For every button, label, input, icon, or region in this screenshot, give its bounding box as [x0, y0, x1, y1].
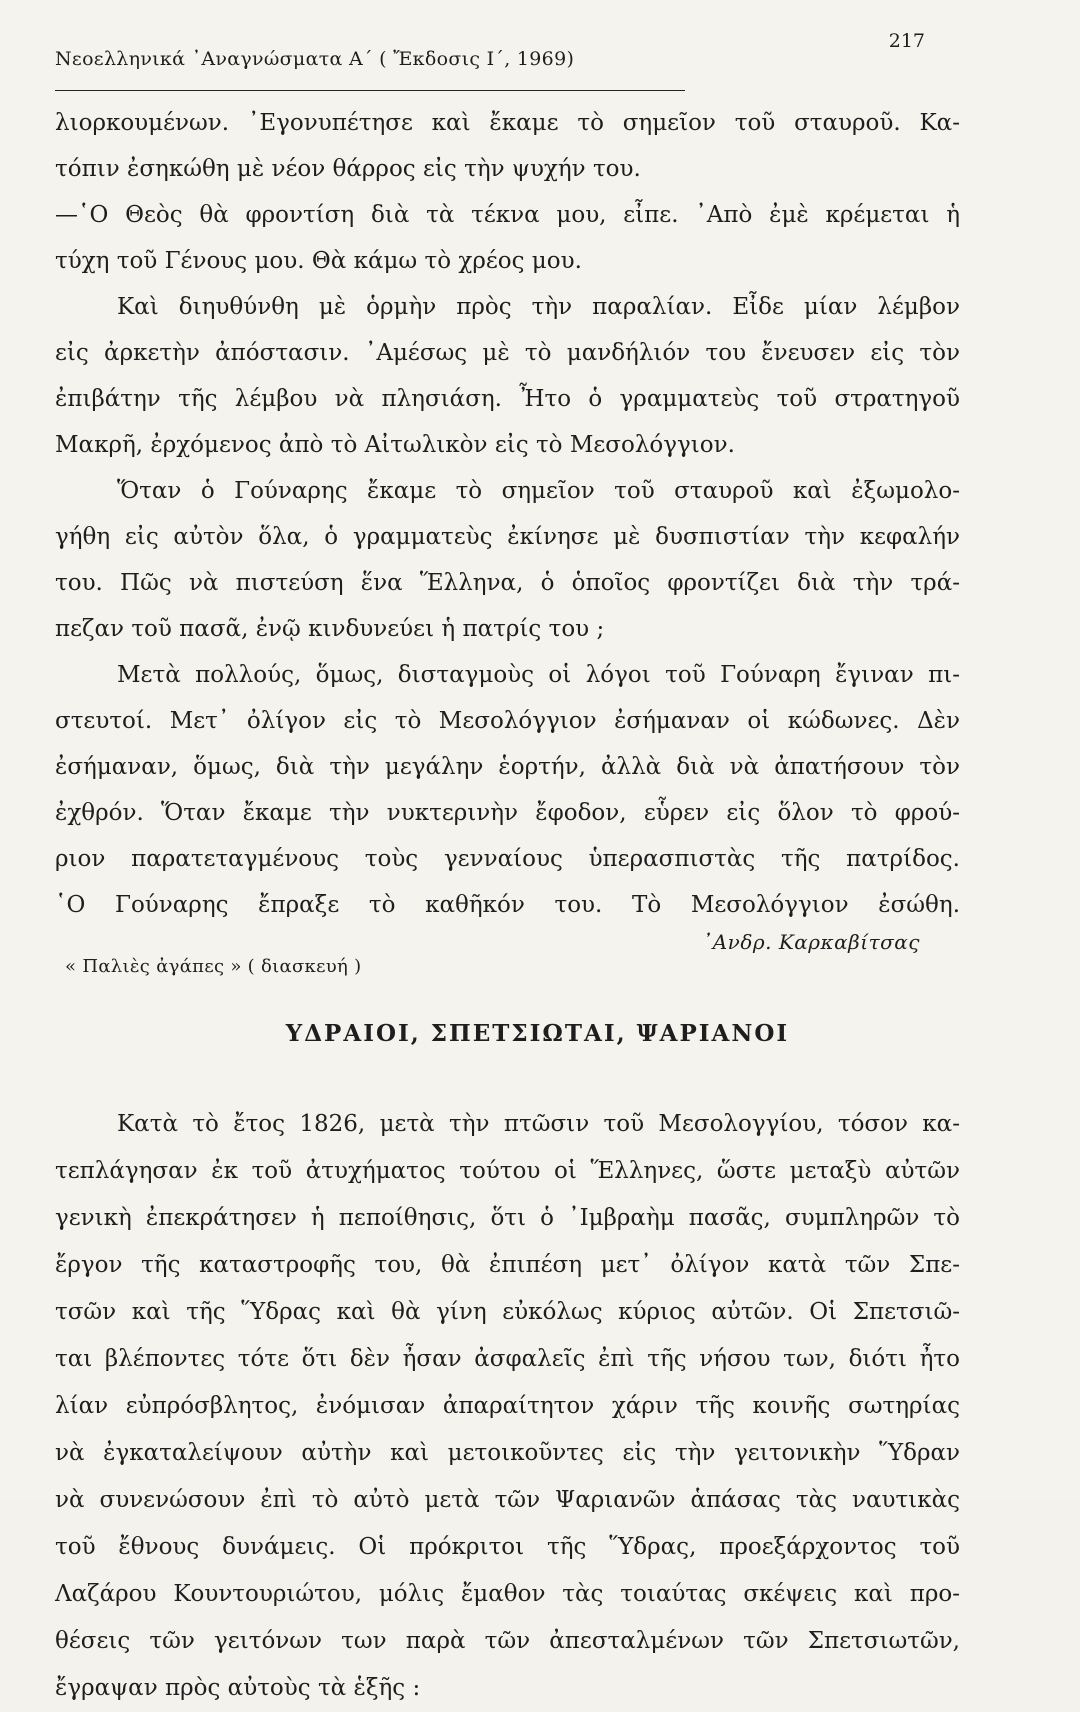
text-line: νὰ ἐγκαταλείψουν αὐτὴν καὶ μετοικοῦντες εἰς τὴν γειτονικὴν Ὕδραν [55, 1440, 960, 1466]
text-line: τσῶν καὶ τῆς Ὕδρας καὶ θὰ γίνη εὐκόλως κύριος αὐτῶν. Οἱ Σπετσιῶ- [55, 1299, 960, 1325]
page-body [55, 100, 960, 1712]
text-line: ἔργον τῆς καταστροφῆς του, θὰ ἐπιπέση μετ᾿ ὀλίγον κατὰ τῶν Σπε- [55, 1252, 960, 1278]
source-citation: « Παλιὲς ἀγάπες » ( διασκευή ) [65, 956, 362, 977]
text-line: Μετὰ πολλούς, ὅμως, δισταγμοὺς οἱ λόγοι τοῦ Γούναρη ἔγιναν πι- [117, 662, 960, 688]
text-line: λιορκουμένων. ᾿Εγονυπέτησε καὶ ἔκαμε τὸ σημεῖον τοῦ σταυροῦ. Κα- [55, 110, 960, 136]
page-header [55, 30, 925, 94]
attribution [55, 928, 960, 1000]
text-line: τοῦ ἔθνους δυνάμεις. Οἱ πρόκριτοι τῆς Ὕδρας, προεξάρχοντος τοῦ [55, 1534, 960, 1560]
section-title: ΥΔΡΑΙΟΙ, ΣΠΕΤΣΙΩΤΑΙ, ΨΑΡΙΑΝΟΙ [285, 1020, 790, 1047]
text-line: Μακρῆ, ἐρχόμενος ἀπὸ τὸ Αἰτωλικὸν εἰς τὸ Μεσολόγγιον. [55, 432, 735, 458]
text-line: ριον παρατεταγμένους τοὺς γενναίους ὑπερασπιστὰς τῆς πατρίδος. [55, 846, 960, 872]
text-line: Καὶ διηυθύνθη μὲ ὁρμὴν πρὸς τὴν παραλίαν. Εἶδε μίαν λέμβον [117, 294, 960, 320]
text-line: ἐπιβάτην τῆς λέμβου νὰ πλησιάση. Ἦτο ὁ γραμματεὺς τοῦ στρατηγοῦ [55, 386, 960, 412]
text-line: τεπλάγησαν ἐκ τοῦ ἀτυχήματος τούτου οἱ Ἕλληνες, ὥστε μεταξὺ αὐτῶν [55, 1158, 960, 1184]
text-line: Λαζάρου Κουντουριώτου, μόλις ἔμαθον τὰς τοιαύτας σκέψεις καὶ προ- [55, 1581, 960, 1607]
text-line: Κατὰ τὸ ἔτος 1826, μετὰ τὴν πτῶσιν τοῦ Μεσολογγίου, τόσον κα- [117, 1111, 960, 1137]
page-number: 217 [888, 30, 925, 52]
text-line: λίαν εὐπρόσβλητος, ἐνόμισαν ἀπαραίτητον χάριν τῆς κοινῆς σωτηρίας [55, 1393, 960, 1419]
text-line: γενικὴ ἐπεκράτησεν ἡ πεποίθησις, ὅτι ὁ ᾿Ιμβραὴμ πασᾶς, συμπληρῶν τὸ [55, 1205, 960, 1231]
text-line: ῾Ο Γούναρης ἔπραξε τὸ καθῆκόν του. Τὸ Μεσολόγγιον ἐσώθη. [55, 892, 960, 918]
text-line: —῾Ο Θεὸς θὰ φροντίση διὰ τὰ τέκνα μου, εἶπε. ᾿Απὸ ἐμὲ κρέμεται ἡ [55, 202, 960, 228]
author-name: ᾿Ανδρ. Καρκαβίτσας [702, 930, 920, 954]
text-line: νὰ συνενώσουν ἐπὶ τὸ αὐτὸ μετὰ τῶν Ψαριανῶν ἁπάσας τὰς ναυτικὰς [55, 1487, 960, 1513]
header-rule [55, 90, 685, 91]
text-line: εἰς ἀρκετὴν ἀπόστασιν. ᾿Αμέσως μὲ τὸ μανδήλιόν του ἔνευσεν εἰς τὸν [55, 340, 960, 366]
text-line: ται βλέποντες τότε ὅτι δὲν ἦσαν ἀσφαλεῖς ἐπὶ τῆς νήσου των, διότι ἦτο [55, 1346, 960, 1372]
text-line: τόπιν ἐσηκώθη μὲ νέον θάρρος εἰς τὴν ψυχήν του. [55, 156, 641, 182]
text-line: πεζαν τοῦ πασᾶ, ἐνῷ κινδυνεύει ἡ πατρίς του ; [55, 616, 605, 642]
passage-hydriots [55, 1101, 960, 1712]
text-line: ἐχθρόν. Ὅταν ἔκαμε τὴν νυκτερινὴν ἔφοδον, εὗρεν εἰς ὅλον τὸ φρού- [55, 800, 960, 826]
passage-gounaris [55, 100, 960, 1000]
text-line: τύχη τοῦ Γένους μου. Θὰ κάμω τὸ χρέος μου. [55, 248, 582, 274]
text-line: ἐσήμαναν, ὅμως, διὰ τὴν μεγάλην ἑορτήν, ἀλλὰ διὰ νὰ ἀπατήσουν τὸν [55, 754, 960, 780]
running-head: Νεοελληνικά ᾿Αναγνώσματα Α΄ ( Ἔκδοσις Ι΄, 1969) [55, 48, 575, 70]
text-line: στευτοί. Μετ᾿ ὀλίγον εἰς τὸ Μεσολόγγιον ἐσήμαναν οἱ κώδωνες. Δὲν [55, 708, 960, 734]
text-line: Ὅταν ὁ Γούναρης ἔκαμε τὸ σημεῖον τοῦ σταυροῦ καὶ ἐξωμολο- [117, 478, 960, 504]
text-line: γήθη εἰς αὐτὸν ὅλα, ὁ γραμματεὺς ἐκίνησε μὲ δυσπιστίαν τὴν κεφαλήν [55, 524, 960, 550]
text-line: ἔγραψαν πρὸς αὐτοὺς τὰ ἑξῆς : [55, 1675, 421, 1701]
text-line: θέσεις τῶν γειτόνων των παρὰ τῶν ἀπεσταλμένων τῶν Σπετσιωτῶν, [55, 1628, 960, 1654]
text-line: του. Πῶς νὰ πιστεύση ἕνα Ἕλληνα, ὁ ὁποῖος φροντίζει διὰ τὴν τρά- [55, 570, 960, 596]
